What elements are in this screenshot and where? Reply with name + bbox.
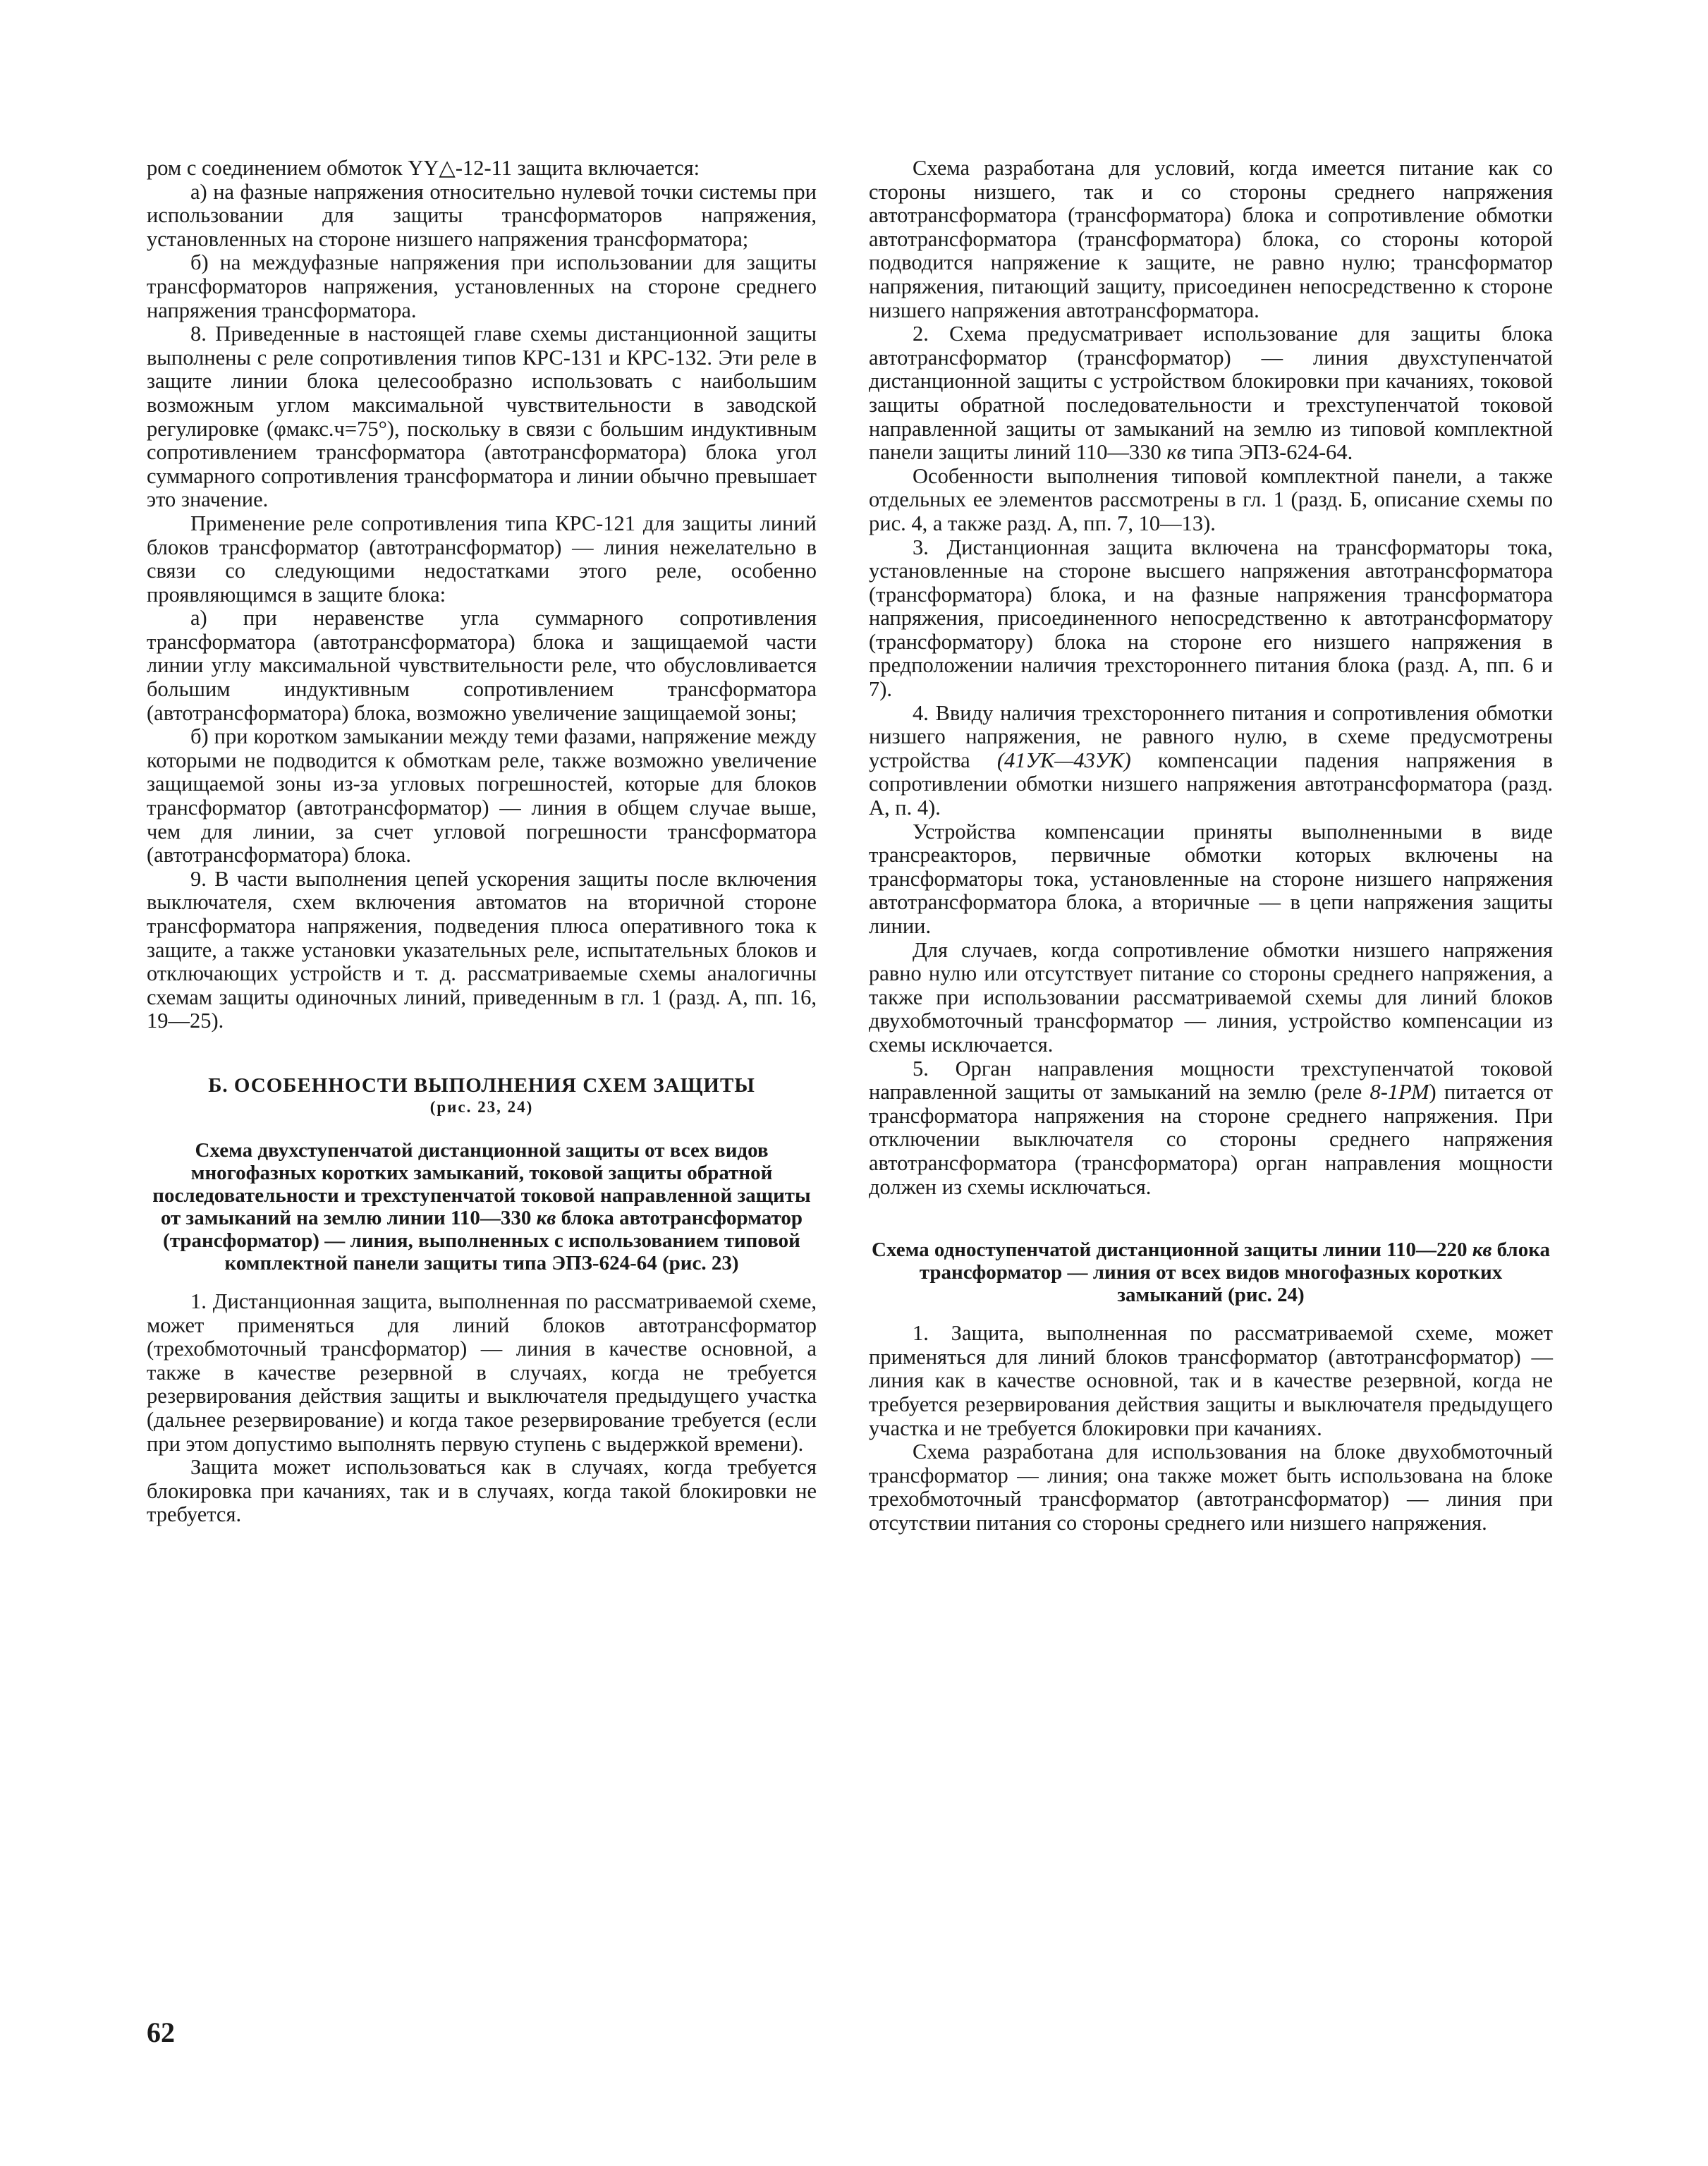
- paragraph: Схема разработана для использования на блоке двухобмоточный трансформатор — линия; она также может быть использована на блоке трехобмоточный трансформатор (автотрансформатор) — линия при отсутствии питания со стороны среднего или низшего напряжения.: [869, 1440, 1553, 1535]
- scheme-heading: Схема одноступенчатой дистанционной защиты линии 110—220 кв блока трансформатор — линия от всех видов многофазных коротких замыканий (рис. 24): [872, 1239, 1550, 1307]
- paragraph: ром с соединением обмоток YY△-12-11 защита включается:: [147, 156, 700, 180]
- paragraph: Применение реле сопротивления типа КРС-121 для защиты линий блоков трансформатор (автотрансформатор) — линия нежелательно в связи со следующими недостатками этого реле, особенно проявляющимся в защите блока:: [147, 511, 817, 607]
- paragraph: Устройства компенсации приняты выполненными в виде трансреакторов, первичные обмотки которых включены на трансформаторы тока, установленные на стороне низшего напряжения автотрансформатора блока, а вторичные — в цепи напряжения защиты линии.: [869, 819, 1553, 938]
- paragraph: б) на междуфазные напряжения при использовании для защиты трансформаторов напряжения, установленных на стороне среднего напряжения трансформатора.: [147, 250, 817, 322]
- paragraph: Для случаев, когда сопротивление обмотки низшего напряжения равно нулю или отсутствует питание со стороны среднего напряжения, а также при использовании рассматриваемой схемы для линий блоков двухобмоточный трансформатор — линия, устройство компенсации из схемы исключается.: [869, 937, 1553, 1057]
- paragraph: 2. Схема предусматривает использование для защиты блока автотрансформатор (трансформатор) — линия двухступенчатой дистанционной защиты с устройством блокировки при качаниях, токовой защиты обратной последовательности и трехступенчатой токовой направленной защиты от замыканий на землю из типовой комплектной панели защиты линий 110—330 кв типа ЭПЗ-624-64.: [869, 322, 1553, 465]
- paragraph: 5. Орган направления мощности трехступенчатой токовой направленной защиты от замыканий на землю (реле 8-1РМ) питается от трансформатора напряжения на стороне среднего напряжения. При отключении выключателя со стороны среднего напряжения автотрансформатора (трансформатора) орган направления мощности должен из схемы исключаться.: [869, 1056, 1553, 1199]
- section-heading: Б. ОСОБЕННОСТИ ВЫПОЛНЕНИЯ СХЕМ ЗАЩИТЫ: [208, 1073, 755, 1097]
- paragraph: 3. Дистанционная защита включена на трансформаторы тока, установленные на стороне высшего напряжения автотрансформатора (трансформатора) блока, и на фазные напряжения трансформатора напряжения, присоединенного непосредственно к автотрансформатору (трансформатору) блока на стороне его низшего напряжения в предположении наличия трехстороннего питания блока (разд. А, пп. 6 и 7).: [869, 535, 1553, 702]
- paragraph: 4. Ввиду наличия трехстороннего питания и сопротивления обмотки низшего напряжения, не равного нулю, в схеме предусмотрены устройства (41УК—43УК) компенсации падения напряжения в сопротивлении обмотки низшего напряжения автотрансформатора (разд. А, п. 4).: [869, 700, 1554, 820]
- right-column: [869, 157, 1553, 1535]
- paragraph: 8. Приведенные в настоящей главе схемы дистанционной защиты выполнены с реле сопротивления типов КРС-131 и КРС-132. Эти реле в защите линии блока целесообразно использовать с наибольшим возможным углом максимальной чувствительности в заводской регулировке (φмакс.ч=75°), поскольку в связи с большим индуктивным сопротивлением трансформатора (автотрансформатора) блока угол суммарного сопротивления трансформатора и линии обычно превышает это значение.: [147, 322, 817, 512]
- paragraph: б) при коротком замыкании между теми фазами, напряжение между которыми не подводится к обмоткам реле, также возможно увеличение защищаемой зоны из-за угловых погрешностей, которые для блоков трансформатор (автотрансформатор) — линия в общем случае выше, чем для линии, за счет угловой погрешности трансформатора (автотрансформатора) блока.: [147, 724, 817, 868]
- paragraph: а) при неравенстве угла суммарного сопротивления трансформатора (автотрансформатора) блока и защищаемой части линии углу максимальной чувствительности реле, что обусловливается большим индуктивным сопротивлением трансформатора (автотрансформатора) блока, возможно увеличение защищаемой зоны;: [147, 606, 817, 725]
- paragraph: 9. В части выполнения цепей ускорения защиты после включения выключателя, схем включения автоматов на вторичной стороне трансформатора напряжения, подведения плюса оперативного тока к защите, а также установки указательных реле, испытательных блоков и отключающих устройств и т. д. рассматриваемые схемы аналогичны схемам защиты одиночных линий, приведенным в гл. 1 (разд. А, пп. 16, 19—25).: [147, 866, 817, 1033]
- page-number: 62: [147, 2016, 175, 2048]
- paragraph: Схема разработана для условий, когда имеется питание как со стороны низшего, так и со стороны среднего напряжения автотрансформатора (трансформатора) блока и сопротивление обмотки автотрансформатора (трансформатора) блока, со стороны которой подводится напряжение к защите, не равно нулю; трансформатор напряжения, питающий защиту, присоединен непосредственно к стороне низшего напряжения автотрансформатора.: [869, 156, 1553, 322]
- section-figure-ref: (рис. 23, 24): [429, 1097, 534, 1116]
- paragraph: 1. Дистанционная защита, выполненная по рассматриваемой схеме, может применяться для линий блоков автотрансформатор (трехобмоточный трансформатор) — линия в качестве основной, а также в качестве резервной в случаях, когда не требуется резервирования действия защиты и выключателя предыдущего участка (дальнее резервирование) и когда такое резервирование требуется (если при этом допустимо выполнять первую ступень с выдержкой времени).: [147, 1289, 817, 1456]
- left-column: [147, 157, 817, 1527]
- paragraph: Защита может использоваться как в случаях, когда требуется блокировка при качаниях, так и в случаях, когда такой блокировки не требуется.: [147, 1455, 817, 1527]
- paragraph: Особенности выполнения типовой комплектной панели, а также отдельных ее элементов рассмотрены в гл. 1 (разд. Б, описание схемы по рис. 4, а также разд. А, пп. 7, 10—13).: [869, 463, 1553, 535]
- paragraph: а) на фазные напряжения относительно нулевой точки системы при использовании для защиты трансформаторов напряжения, установленных на стороне низшего напряжения трансформатора;: [147, 179, 817, 251]
- paragraph: 1. Защита, выполненная по рассматриваемой схеме, может применяться для линий блоков трансформатор (автотрансформатор) — линия как в качестве основной, так и в качестве резервной, когда не требуется резервирования действия защиты и выключателя предыдущего участка и не требуется блокировки при качаниях.: [869, 1321, 1553, 1440]
- scheme-heading: Схема двухступенчатой дистанционной защиты от всех видов многофазных коротких замыканий, токовой защиты обратной последовательности и трехступенчатой токовой направленной защиты от замыканий на землю линии 110—330 кв блока автотрансформатор (трансформатор) — линия, выполненных с использованием типовой комплектной панели защиты типа ЭПЗ-624-64 (рис. 23): [152, 1138, 811, 1274]
